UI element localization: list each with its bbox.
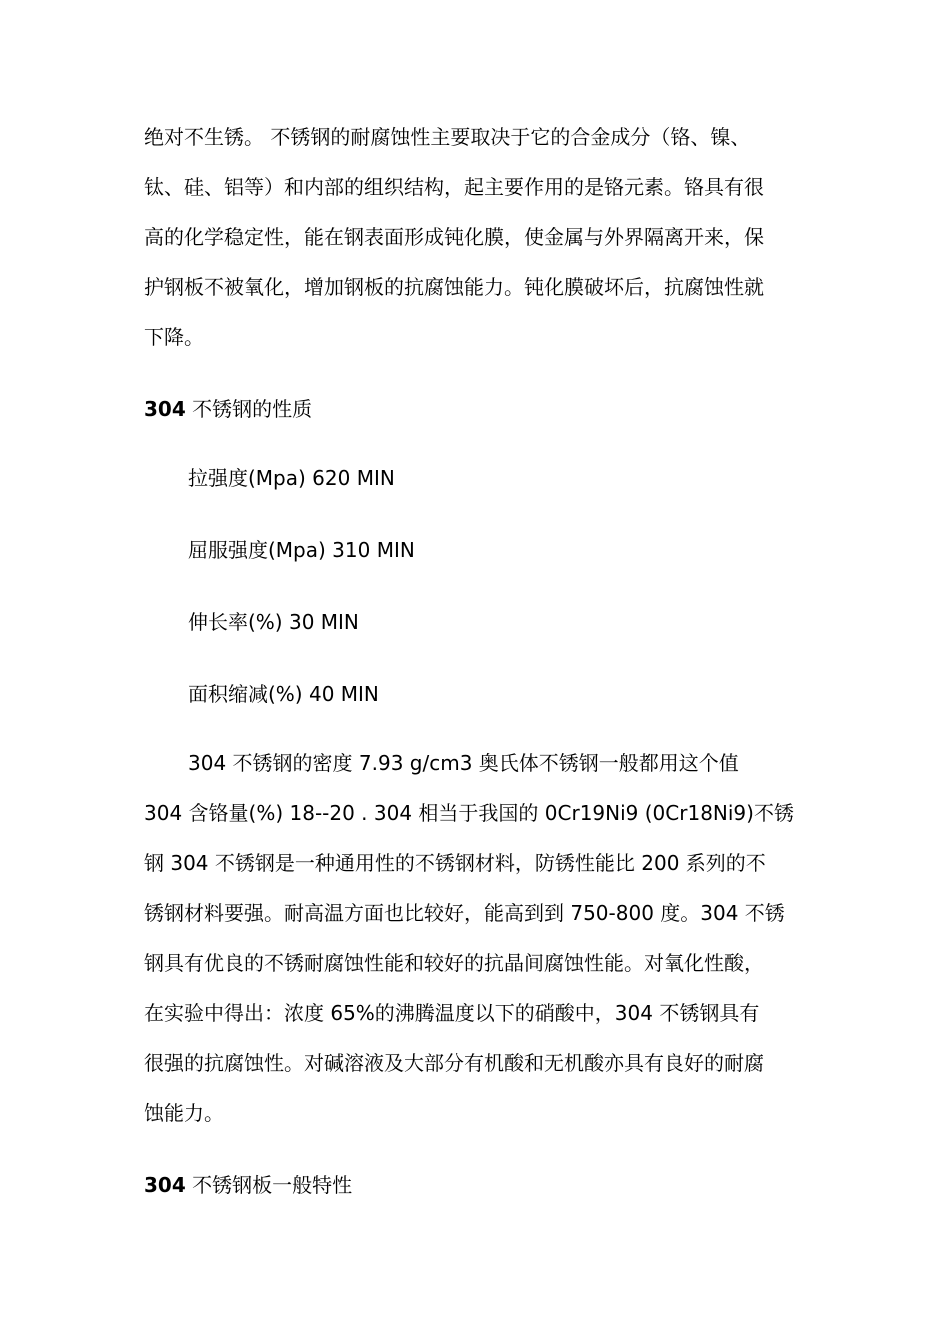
detail-line: 304 含铬量(%) 18--20 . 304 相当于我国的 0Cr19Ni9 (0Cr18Ni9)不锈 [144, 801, 794, 825]
intro-line: 护钢板不被氧化，增加钢板的抗腐蚀能力。钝化膜破坏后，抗腐蚀性就 [144, 275, 764, 299]
intro-paragraph [144, 112, 812, 362]
intro-line: 下降。 [144, 325, 204, 349]
section-heading-properties [144, 384, 812, 434]
section-number: 304 [144, 397, 186, 421]
detail-line: 很强的抗腐蚀性。对碱溶液及大部分有机酸和无机酸亦具有良好的耐腐 [144, 1051, 764, 1075]
section-title: 不锈钢的性质 [192, 397, 313, 421]
detail-line: 304 不锈钢的密度 7.93 g/cm3 奥氏体不锈钢一般都用这个值 [188, 751, 739, 775]
detail-paragraph [144, 738, 812, 1138]
property-area-reduction: 面积缩减(%) 40 MIN [188, 682, 379, 706]
detail-line: 蚀能力。 [144, 1101, 224, 1125]
detail-line: 钢 304 不锈钢是一种通用性的不锈钢材料，防锈性能比 200 系列的不 [144, 851, 766, 875]
intro-line: 绝对不生锈。 不锈钢的耐腐蚀性主要取决于它的合金成分（铬、镍、 [144, 125, 751, 149]
detail-line: 钢具有优良的不锈耐腐蚀性能和较好的抗晶间腐蚀性能。对氧化性酸， [144, 951, 764, 975]
property-tensile-strength: 拉强度(Mpa) 620 MIN [188, 466, 395, 490]
detail-line: 在实验中得出：浓度 65%的沸腾温度以下的硝酸中，304 不锈钢具有 [144, 1001, 760, 1025]
property-elongation: 伸长率(%) 30 MIN [188, 610, 359, 634]
section-heading-general-characteristics [144, 1160, 812, 1210]
properties-list [144, 464, 812, 708]
section-title: 不锈钢板一般特性 [192, 1173, 353, 1197]
intro-line: 钛、硅、铝等）和内部的组织结构，起主要作用的是铬元素。铬具有很 [144, 175, 764, 199]
property-yield-strength: 屈服强度(Mpa) 310 MIN [188, 538, 415, 562]
detail-line: 锈钢材料要强。耐高温方面也比较好，能高到到 750-800 度。304 不锈 [144, 901, 785, 925]
intro-line: 高的化学稳定性，能在钢表面形成钝化膜，使金属与外界隔离开来，保 [144, 225, 764, 249]
document-page [144, 112, 812, 1210]
section-number: 304 [144, 1173, 186, 1197]
